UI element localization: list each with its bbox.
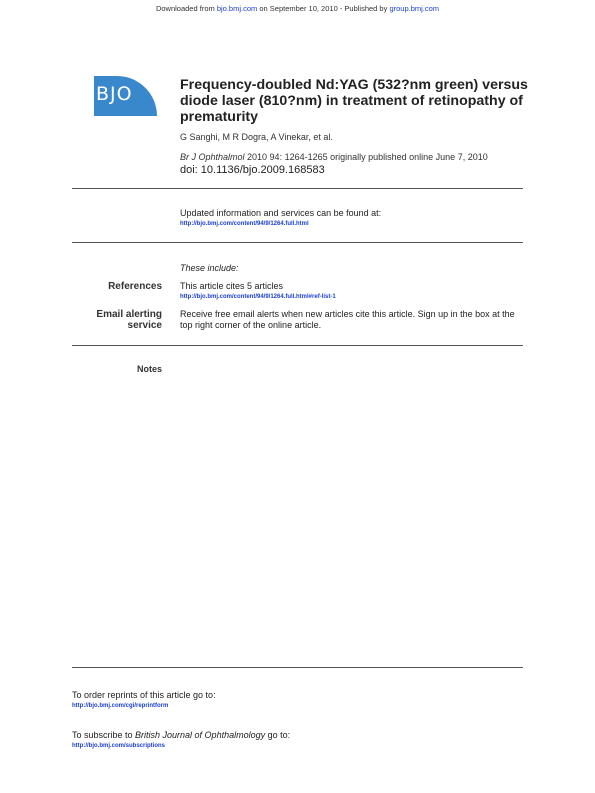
divider	[72, 667, 523, 668]
references-label: References	[108, 281, 162, 292]
journal-logo	[94, 76, 157, 116]
logo-text: BJO	[96, 83, 133, 105]
reprint-text: To order reprints of this article go to:	[72, 690, 216, 700]
divider	[72, 188, 523, 189]
email-alert-label	[62, 309, 162, 331]
references-text: This article cites 5 articles	[180, 281, 284, 291]
notes-label: Notes	[136, 364, 162, 374]
citation-details: 2010 94: 1264-1265 originally published online June 7, 2010	[244, 152, 488, 162]
journal-abbrev: Br J Ophthalmol	[180, 152, 245, 162]
download-prefix: Downloaded from	[155, 4, 217, 13]
email-alert-label-line1: Email alerting	[96, 309, 162, 320]
article-authors: G Sanghi, M R Dogra, A Vinekar, et al.	[180, 132, 333, 142]
email-alert-text: Receive free email alerts when new articles cite this article. Sign up in the box at the top right corner of the online article.	[180, 309, 515, 330]
download-notice	[0, 4, 595, 13]
divider	[72, 345, 523, 346]
subscribe-prefix: To subscribe to	[72, 730, 136, 740]
includes-heading: These include:	[180, 263, 239, 273]
publisher-link[interactable]: group.bmj.com	[389, 4, 440, 13]
divider	[72, 242, 523, 243]
updated-info-link[interactable]: http://bjo.bmj.com/content/94/9/1264.full.html	[180, 221, 309, 227]
reprint-link[interactable]: http://bjo.bmj.com/cgi/reprintform	[72, 703, 169, 709]
site-link[interactable]: bjo.bmj.com	[216, 4, 258, 13]
email-alert-label-line2: service	[127, 320, 162, 331]
subscribe-journal: British Journal of Ophthalmology	[135, 730, 266, 740]
article-title: Frequency-doubled Nd:YAG (532?nm green) versus diode laser (810?nm) in treatment of retinopathy of prematurity	[180, 77, 528, 125]
download-middle: on September 10, 2010 - Published by	[257, 4, 390, 13]
subscribe-text	[72, 730, 290, 740]
subscribe-suffix: go to:	[265, 730, 291, 740]
references-link[interactable]: http://bjo.bmj.com/content/94/9/1264.full.html#ref-list-1	[180, 294, 336, 300]
article-doi: doi: 10.1136/bjo.2009.168583	[180, 164, 325, 176]
article-citation	[180, 152, 540, 162]
subscribe-link[interactable]: http://bjo.bmj.com/subscriptions	[72, 743, 165, 749]
updated-info-text: Updated information and services can be found at:	[180, 208, 382, 218]
